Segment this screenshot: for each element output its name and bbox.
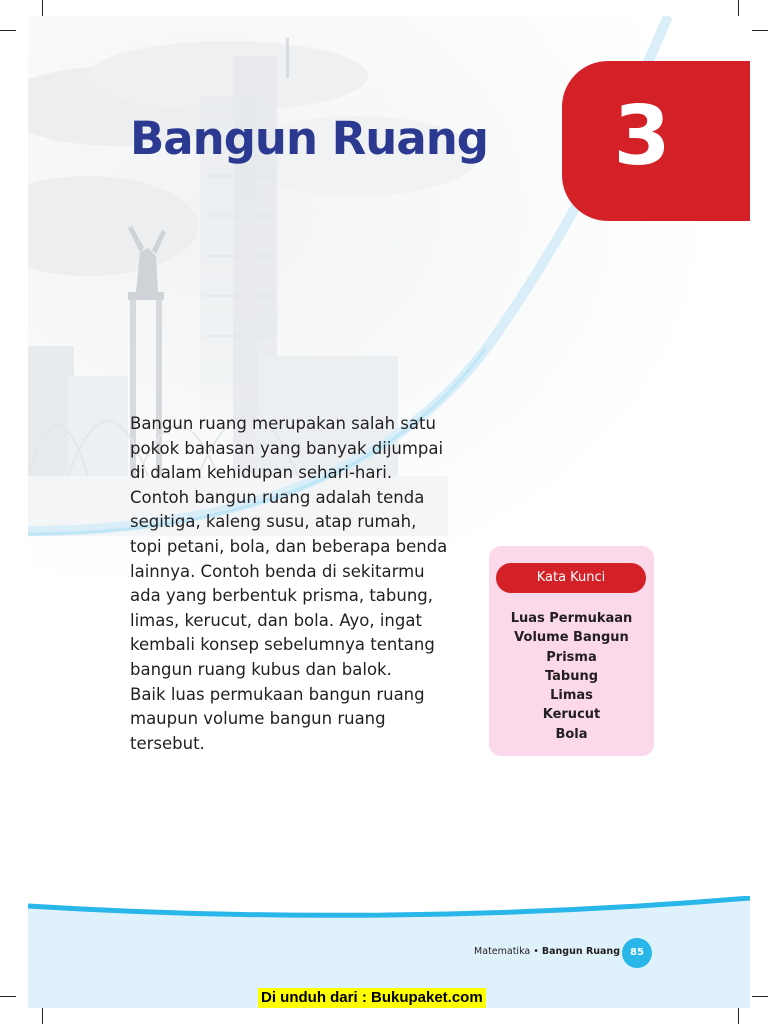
book-page [28,16,750,1008]
keyword-item: Kerucut [542,707,601,723]
crop-mark [42,1008,43,1024]
intro-line: bangun ruang kubus dan balok. [130,659,392,679]
intro-line: kembali konsep sebelumnya tentang [130,635,435,655]
crop-mark [0,996,16,997]
chapter-intro-paragraph [130,412,490,756]
intro-line: pokok bahasan yang banyak dijumpai [130,438,444,458]
keywords-list [489,609,654,744]
intro-line: limas, kerucut, dan bola. Ayo, ingat [130,610,422,630]
keyword-item: Limas [550,688,593,704]
keywords-box [489,546,654,756]
keyword-item: Volume Bangun [514,630,629,646]
keyword-item: Prisma [546,649,597,665]
keyword-item: Luas Permukaan [510,611,633,626]
intro-line: ada yang berbentuk prisma, tabung, [130,586,434,606]
intro-line: topi petani, bola, dan beberapa benda [130,536,448,556]
crop-mark [752,996,768,997]
intro-line: tersebut. [130,733,205,753]
crop-mark [738,1008,739,1024]
chapter-title: Bangun Ruang [130,112,488,165]
intro-line: Baik luas permukaan bangun ruang [130,684,425,704]
keyword-item: Bola [555,726,588,742]
footer-chapter: Bangun Ruang [541,946,620,957]
intro-line: segitiga, kaleng susu, atap rumah, [130,512,417,532]
intro-line: lainnya. Contoh benda di sekitarmu [130,561,425,581]
download-source-note: Di unduh dari : Bukupaket.com [258,988,486,1008]
page-number-badge: 85 [622,938,652,968]
intro-line: Bangun ruang merupakan salah satu [130,414,436,433]
intro-line: maupun volume bangun ruang [130,709,386,729]
crop-mark [752,30,768,31]
footer-subject: Matematika [474,946,531,957]
keywords-heading: Kata Kunci [496,563,646,593]
keyword-item: Tabung [544,668,599,684]
crop-mark [738,0,739,16]
footer-separator: • [530,946,542,957]
intro-line: di dalam kehidupan sehari-hari. [130,463,393,483]
chapter-number-tab [562,61,750,221]
running-footer [408,946,620,957]
chapter-number: 3 [613,89,671,184]
crop-mark [0,30,16,31]
crop-mark [42,0,43,16]
intro-line: Contoh bangun ruang adalah tenda [130,487,425,507]
